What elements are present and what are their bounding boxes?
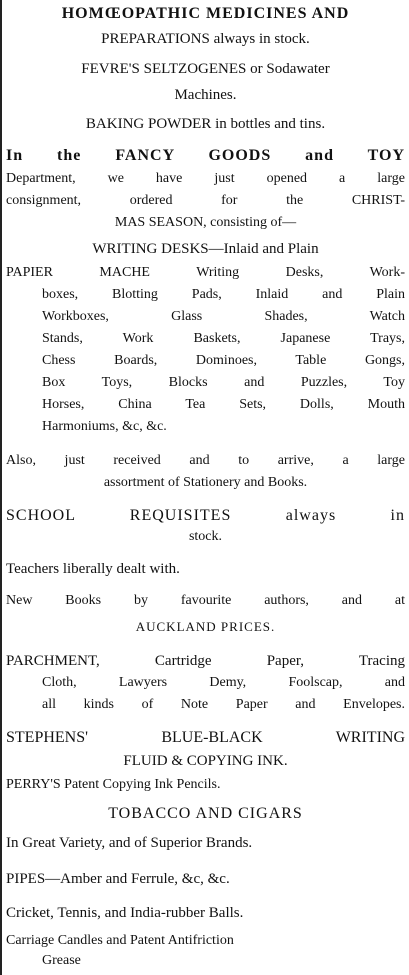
text-line: Stands, Work Baskets, Japanese Trays,	[42, 332, 405, 346]
text-line: In Great Variety, and of Superior Brands.	[6, 836, 253, 851]
heading-stephens: STEPHENS' BLUE-BLACK WRITING	[6, 730, 405, 746]
text-line: Box Toys, Blocks and Puzzles, Toy	[42, 376, 405, 390]
text-line: PIPES—Amber and Ferrule, &c, &c.	[6, 872, 230, 887]
text-line: FLUID & COPYING INK.	[123, 754, 288, 769]
text-line: MAS SEASON, consisting of—	[114, 216, 297, 230]
text-line: Harmoniums, &c, &c.	[42, 420, 167, 434]
column-rule	[0, 0, 2, 975]
heading-fancy-goods: In the FANCY GOODS and TOY	[6, 148, 405, 164]
text-line: consignment, ordered for the CHRIST-	[6, 194, 405, 208]
text-line: PREPARATIONS always in stock.	[101, 32, 310, 47]
text-line: BAKING POWDER in bottles and tins.	[85, 117, 326, 132]
text-line: Horses, China Tea Sets, Dolls, Mouth	[42, 398, 405, 412]
text-line: FEVRE'S SELTZOGENES or Sodawater	[81, 62, 330, 77]
text-line: Carriage Candles and Patent Antifriction	[6, 934, 234, 948]
text-line: Workboxes, Glass Shades, Watch	[42, 310, 405, 324]
text-line: stock.	[188, 530, 223, 544]
text-line: Teachers liberally dealt with.	[6, 562, 180, 577]
heading-homoeopathic: HOMŒOPATHIC MEDICINES AND	[61, 6, 350, 22]
auckland-prices: AUCKLAND PRICES.	[135, 620, 276, 633]
text-line: PARCHMENT, Cartridge Paper, Tracing	[6, 654, 405, 669]
heading-tobacco: TOBACCO AND CIGARS	[108, 806, 303, 822]
text-line: all kinds of Note Paper and Envelopes.	[42, 698, 405, 712]
text-line: Chess Boards, Dominoes, Table Gongs,	[42, 354, 405, 368]
text-line: boxes, Blotting Pads, Inlaid and Plain	[42, 288, 405, 302]
text-line: Machines.	[174, 88, 237, 103]
heading-school-requisites: SCHOOL REQUISITES always in	[6, 508, 405, 524]
text-line: Cloth, Lawyers Demy, Foolscap, and	[42, 676, 405, 690]
text-line: WRITING DESKS—Inlaid and Plain	[92, 242, 319, 257]
text-line: New Books by favourite authors, and at	[6, 594, 405, 608]
text-line: Cricket, Tennis, and India-rubber Balls.	[6, 906, 244, 921]
text-line: Grease	[42, 954, 81, 968]
text-line: Also, just received and to arrive, a large	[6, 454, 405, 468]
text-line: PERRY'S Patent Copying Ink Pencils.	[6, 778, 221, 792]
text-line: assortment of Stationery and Books.	[103, 476, 308, 490]
text-line: PAPIER MACHE Writing Desks, Work-	[6, 266, 405, 280]
text-line: Department, we have just opened a large	[6, 172, 405, 186]
